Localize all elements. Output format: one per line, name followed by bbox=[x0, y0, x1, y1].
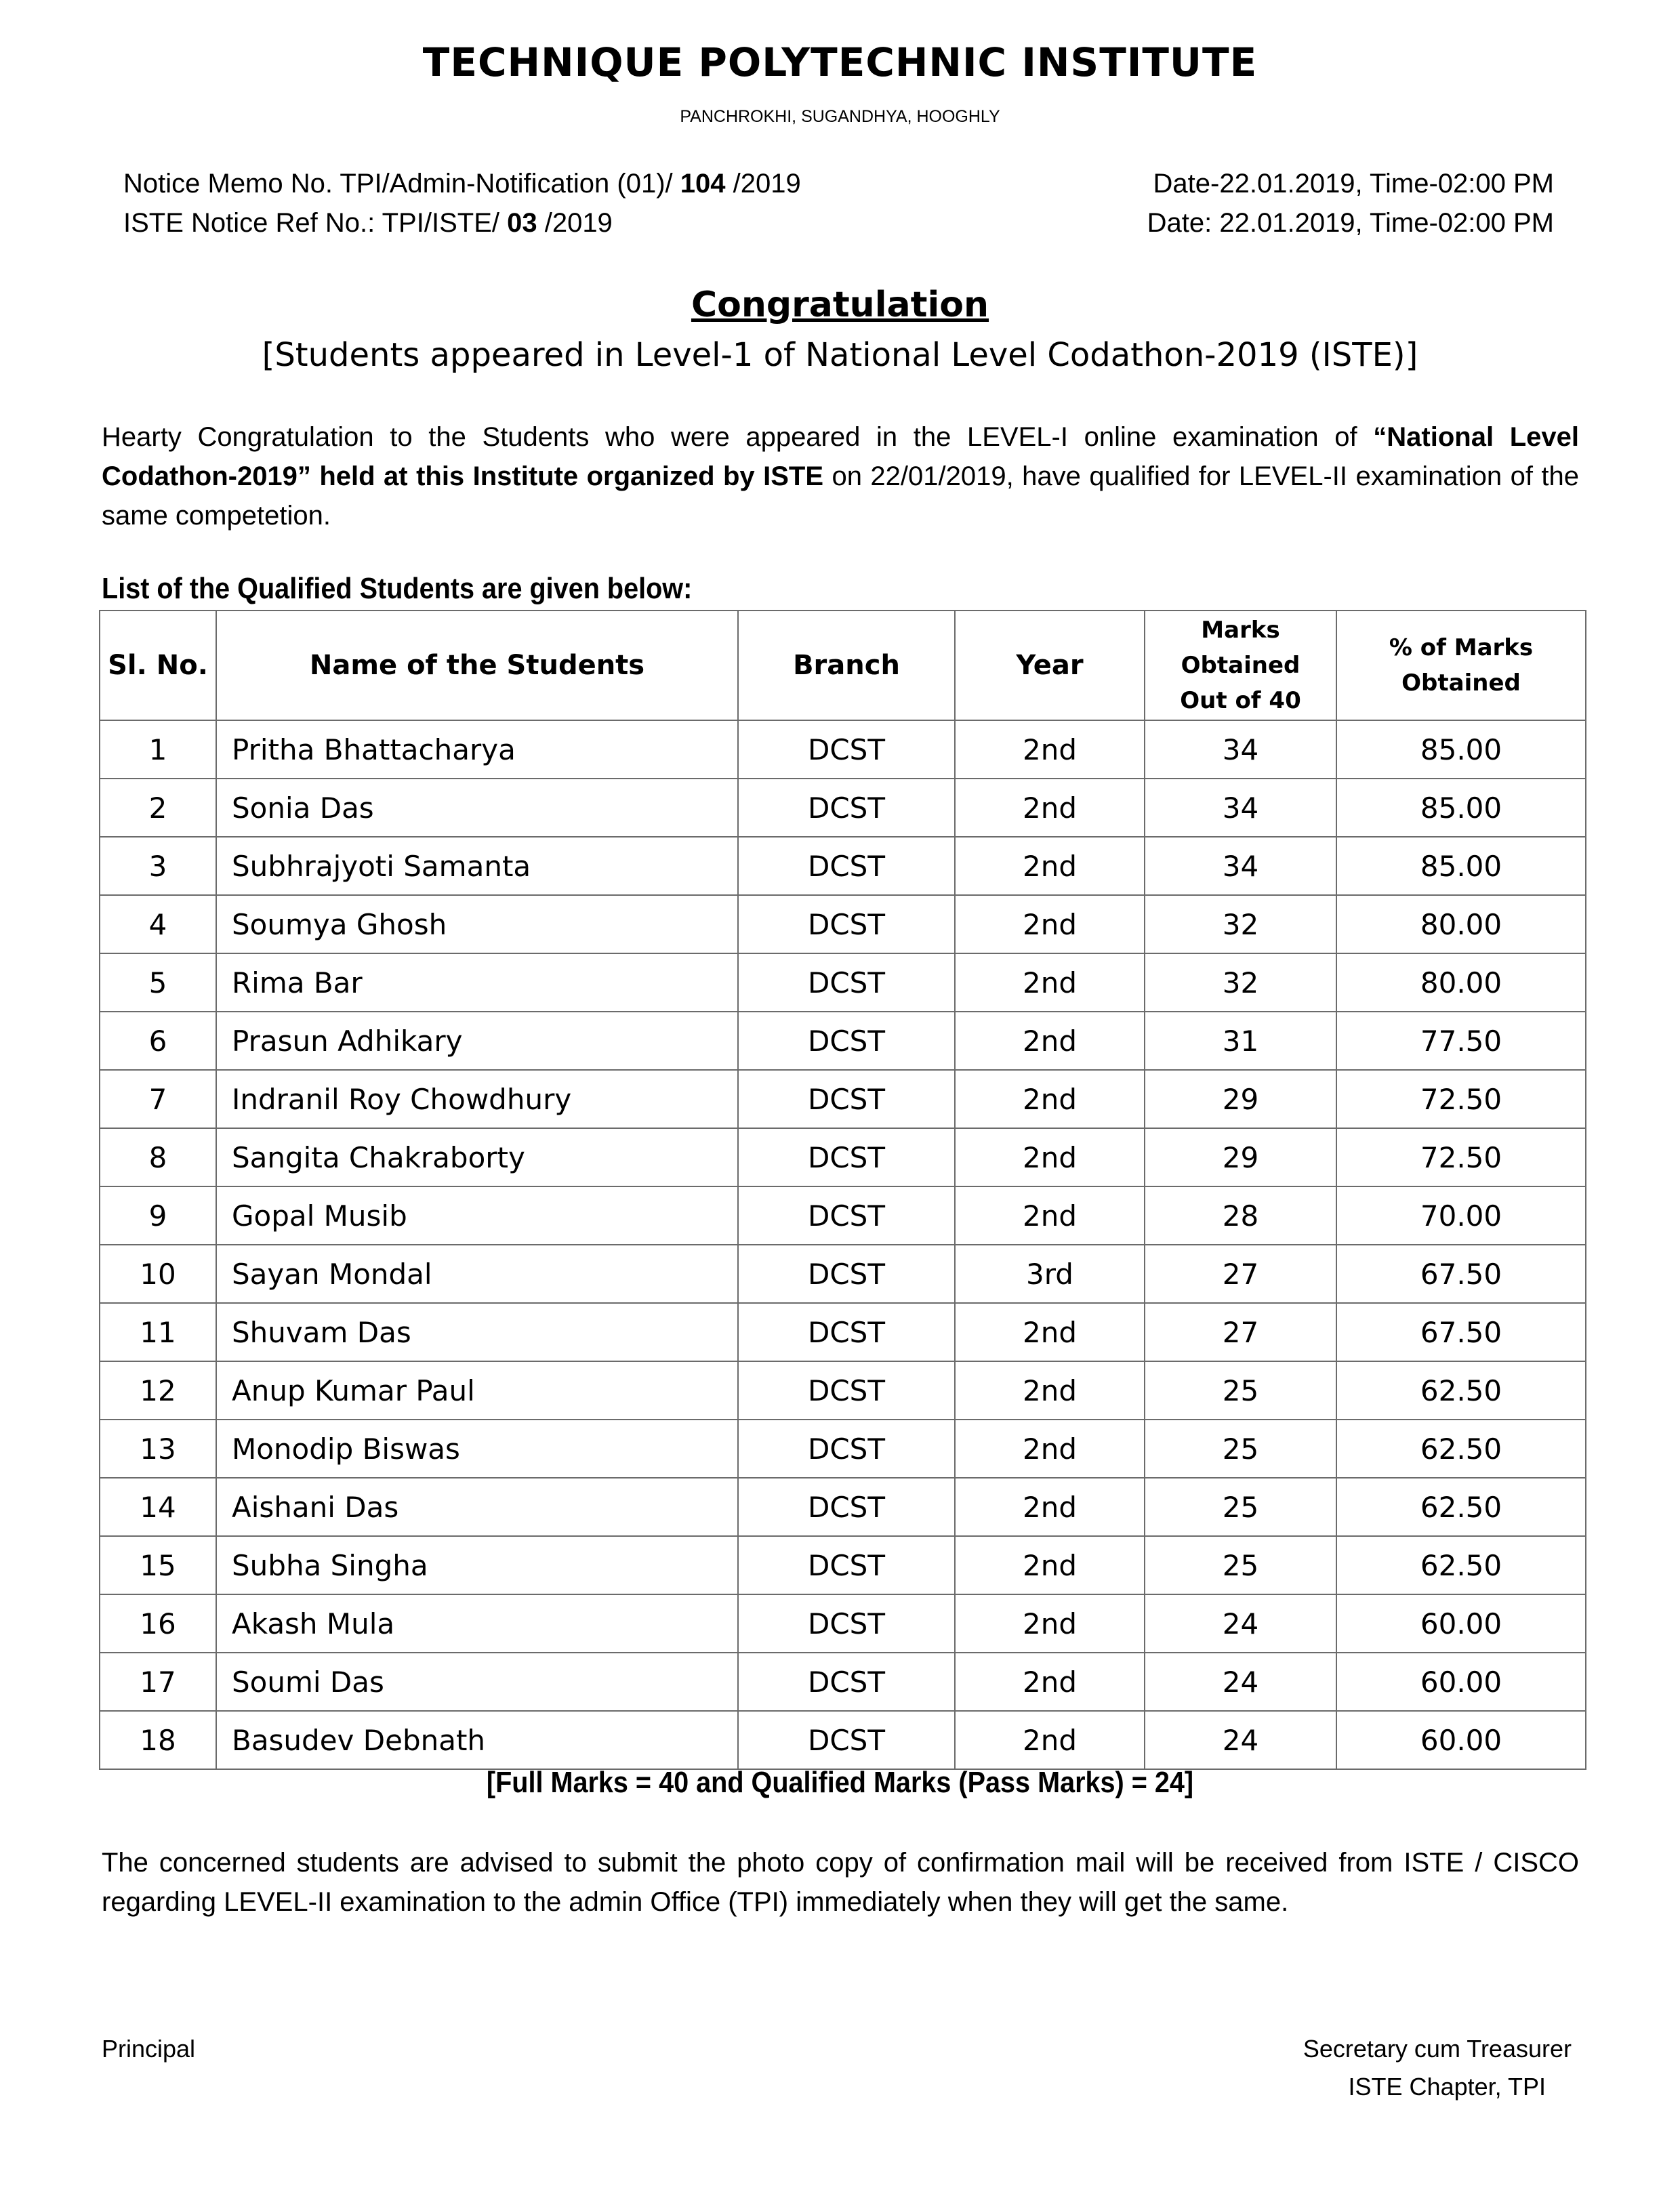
cell-sl: 4 bbox=[100, 895, 216, 953]
cell-year: 2nd bbox=[955, 1478, 1145, 1536]
header-sl-no: Sl. No. bbox=[100, 611, 216, 720]
cell-branch: DCST bbox=[738, 1303, 955, 1361]
cell-percent: 62.50 bbox=[1336, 1478, 1586, 1536]
cell-percent: 80.00 bbox=[1336, 895, 1586, 953]
cell-sl: 18 bbox=[100, 1711, 216, 1769]
cell-name: Prasun Adhikary bbox=[216, 1012, 738, 1070]
cell-year: 2nd bbox=[955, 837, 1145, 895]
cell-sl: 12 bbox=[100, 1361, 216, 1420]
cell-sl: 1 bbox=[100, 720, 216, 779]
iste-ref-line bbox=[123, 203, 801, 243]
header-percent-line2: Obtained bbox=[1401, 669, 1521, 697]
notice-date: Date-22.01.2019, Time-02:00 PM bbox=[1153, 169, 1554, 199]
secretary-title: Secretary cum Treasurer bbox=[1303, 2035, 1572, 2063]
cell-year: 2nd bbox=[955, 1070, 1145, 1128]
cell-name: Sangita Chakraborty bbox=[216, 1128, 738, 1186]
cell-sl: 14 bbox=[100, 1478, 216, 1536]
cell-marks: 24 bbox=[1145, 1711, 1336, 1769]
cell-marks: 34 bbox=[1145, 837, 1336, 895]
cell-percent: 80.00 bbox=[1336, 953, 1586, 1012]
cell-year: 2nd bbox=[955, 720, 1145, 779]
cell-year: 2nd bbox=[955, 1711, 1145, 1769]
table-row bbox=[100, 1420, 1586, 1478]
notice-memo-prefix: Notice Memo No. TPI/Admin-Notification (01)/ bbox=[123, 169, 680, 199]
intro-text-start: Hearty Congratulation to the Students who were appeared in the LEVEL-I online examination of bbox=[102, 422, 1374, 452]
cell-percent: 62.50 bbox=[1336, 1420, 1586, 1478]
table-row bbox=[100, 1711, 1586, 1769]
cell-branch: DCST bbox=[738, 720, 955, 779]
table-row bbox=[100, 779, 1586, 837]
cell-branch: DCST bbox=[738, 1420, 955, 1478]
cell-year: 2nd bbox=[955, 1594, 1145, 1653]
header-percent bbox=[1336, 611, 1586, 720]
cell-marks: 24 bbox=[1145, 1653, 1336, 1711]
institute-title: TECHNIQUE POLYTECHNIC INSTITUTE bbox=[422, 39, 1258, 85]
cell-name: Sonia Das bbox=[216, 779, 738, 837]
notice-memo-suffix: /2019 bbox=[725, 169, 801, 199]
table-row bbox=[100, 1186, 1586, 1245]
iste-ref-suffix: /2019 bbox=[537, 208, 613, 238]
cell-name: Monodip Biswas bbox=[216, 1420, 738, 1478]
cell-year: 2nd bbox=[955, 1128, 1145, 1186]
cell-name: Gopal Musib bbox=[216, 1186, 738, 1245]
marks-note: [Full Marks = 40 and Qualified Marks (Pass Marks) = 24] bbox=[486, 1766, 1194, 1799]
institute-address: PANCHROKHI, SUGANDHYA, HOOGHLY bbox=[680, 107, 1000, 126]
cell-name: Rima Bar bbox=[216, 953, 738, 1012]
cell-branch: DCST bbox=[738, 953, 955, 1012]
header-marks-line1: Marks bbox=[1201, 617, 1280, 644]
cell-name: Shuvam Das bbox=[216, 1303, 738, 1361]
table-header-row bbox=[100, 611, 1586, 720]
cell-branch: DCST bbox=[738, 1478, 955, 1536]
secretary-chapter: ISTE Chapter, TPI bbox=[1348, 2073, 1546, 2101]
cell-marks: 25 bbox=[1145, 1478, 1336, 1536]
cell-sl: 16 bbox=[100, 1594, 216, 1653]
list-title: List of the Qualified Students are given below: bbox=[102, 572, 693, 605]
cell-branch: DCST bbox=[738, 1128, 955, 1186]
memo-references bbox=[123, 164, 801, 243]
intro-text-end: on 22/01/2019, have qualified for LEVEL-II examination of the same competetion. bbox=[102, 461, 1579, 531]
header-marks-line2: Obtained bbox=[1181, 652, 1300, 679]
cell-branch: DCST bbox=[738, 779, 955, 837]
cell-percent: 60.00 bbox=[1336, 1594, 1586, 1653]
cell-percent: 85.00 bbox=[1336, 779, 1586, 837]
cell-name: Anup Kumar Paul bbox=[216, 1361, 738, 1420]
cell-branch: DCST bbox=[738, 1070, 955, 1128]
secretary-signature bbox=[1303, 2030, 1572, 2106]
cell-marks: 24 bbox=[1145, 1594, 1336, 1653]
cell-name: Akash Mula bbox=[216, 1594, 738, 1653]
iste-ref-number: 03 bbox=[507, 208, 537, 238]
cell-branch: DCST bbox=[738, 1186, 955, 1245]
header-name: Name of the Students bbox=[216, 611, 738, 720]
intro-text-bold: “National Level Codathon-2019” held at this Institute organized by ISTE bbox=[102, 422, 1579, 491]
cell-marks: 27 bbox=[1145, 1245, 1336, 1303]
cell-sl: 5 bbox=[100, 953, 216, 1012]
cell-marks: 28 bbox=[1145, 1186, 1336, 1245]
table-row bbox=[100, 1245, 1586, 1303]
table-row bbox=[100, 720, 1586, 779]
cell-marks: 31 bbox=[1145, 1012, 1336, 1070]
cell-branch: DCST bbox=[738, 1711, 955, 1769]
cell-percent: 77.50 bbox=[1336, 1012, 1586, 1070]
cell-year: 2nd bbox=[955, 1012, 1145, 1070]
principal-signature: Principal bbox=[102, 2035, 196, 2063]
cell-year: 2nd bbox=[955, 1303, 1145, 1361]
page-subheading: [Students appeared in Level-1 of National Level Codathon-2019 (ISTE)] bbox=[262, 336, 1418, 374]
cell-sl: 15 bbox=[100, 1536, 216, 1594]
cell-name: Sayan Mondal bbox=[216, 1245, 738, 1303]
cell-branch: DCST bbox=[738, 1653, 955, 1711]
header-marks bbox=[1145, 611, 1336, 720]
cell-branch: DCST bbox=[738, 1536, 955, 1594]
cell-percent: 70.00 bbox=[1336, 1186, 1586, 1245]
header-year: Year bbox=[955, 611, 1145, 720]
table-row bbox=[100, 1653, 1586, 1711]
cell-marks: 27 bbox=[1145, 1303, 1336, 1361]
header-percent-line1: % of Marks bbox=[1389, 634, 1534, 661]
cell-marks: 29 bbox=[1145, 1128, 1336, 1186]
cell-percent: 60.00 bbox=[1336, 1653, 1586, 1711]
cell-sl: 17 bbox=[100, 1653, 216, 1711]
cell-marks: 32 bbox=[1145, 895, 1336, 953]
cell-percent: 85.00 bbox=[1336, 720, 1586, 779]
cell-name: Pritha Bhattacharya bbox=[216, 720, 738, 779]
cell-name: Soumi Das bbox=[216, 1653, 738, 1711]
cell-percent: 67.50 bbox=[1336, 1303, 1586, 1361]
cell-name: Aishani Das bbox=[216, 1478, 738, 1536]
iste-date: Date: 22.01.2019, Time-02:00 PM bbox=[1147, 208, 1554, 238]
cell-marks: 25 bbox=[1145, 1361, 1336, 1420]
table-row bbox=[100, 895, 1586, 953]
intro-paragraph bbox=[102, 417, 1579, 535]
cell-name: Subhrajyoti Samanta bbox=[216, 837, 738, 895]
cell-name: Indranil Roy Chowdhury bbox=[216, 1070, 738, 1128]
table-row bbox=[100, 953, 1586, 1012]
cell-sl: 3 bbox=[100, 837, 216, 895]
table-body bbox=[100, 720, 1586, 1769]
table-row bbox=[100, 1536, 1586, 1594]
header-branch: Branch bbox=[738, 611, 955, 720]
header-marks-line3: Out of 40 bbox=[1180, 687, 1301, 714]
cell-sl: 2 bbox=[100, 779, 216, 837]
cell-percent: 62.50 bbox=[1336, 1361, 1586, 1420]
cell-year: 2nd bbox=[955, 1420, 1145, 1478]
cell-percent: 72.50 bbox=[1336, 1070, 1586, 1128]
iste-ref-prefix: ISTE Notice Ref No.: TPI/ISTE/ bbox=[123, 208, 508, 238]
cell-percent: 62.50 bbox=[1336, 1536, 1586, 1594]
cell-name: Basudev Debnath bbox=[216, 1711, 738, 1769]
cell-marks: 34 bbox=[1145, 779, 1336, 837]
cell-percent: 72.50 bbox=[1336, 1128, 1586, 1186]
table-row bbox=[100, 1361, 1586, 1420]
cell-year: 2nd bbox=[955, 953, 1145, 1012]
cell-marks: 25 bbox=[1145, 1536, 1336, 1594]
cell-sl: 9 bbox=[100, 1186, 216, 1245]
notice-memo-line bbox=[123, 164, 801, 203]
cell-sl: 7 bbox=[100, 1070, 216, 1128]
cell-branch: DCST bbox=[738, 1012, 955, 1070]
cell-name: Subha Singha bbox=[216, 1536, 738, 1594]
cell-percent: 67.50 bbox=[1336, 1245, 1586, 1303]
cell-year: 2nd bbox=[955, 1536, 1145, 1594]
table-row bbox=[100, 1012, 1586, 1070]
cell-branch: DCST bbox=[738, 837, 955, 895]
cell-sl: 11 bbox=[100, 1303, 216, 1361]
cell-year: 2nd bbox=[955, 1186, 1145, 1245]
cell-marks: 25 bbox=[1145, 1420, 1336, 1478]
page-heading: Congratulation bbox=[691, 285, 989, 325]
table-row bbox=[100, 1303, 1586, 1361]
cell-branch: DCST bbox=[738, 895, 955, 953]
cell-percent: 60.00 bbox=[1336, 1711, 1586, 1769]
table-row bbox=[100, 1594, 1586, 1653]
cell-year: 2nd bbox=[955, 779, 1145, 837]
cell-branch: DCST bbox=[738, 1594, 955, 1653]
cell-sl: 6 bbox=[100, 1012, 216, 1070]
cell-marks: 32 bbox=[1145, 953, 1336, 1012]
notice-memo-number: 104 bbox=[680, 169, 726, 199]
cell-branch: DCST bbox=[738, 1361, 955, 1420]
cell-branch: DCST bbox=[738, 1245, 955, 1303]
cell-year: 2nd bbox=[955, 1653, 1145, 1711]
memo-dates bbox=[1147, 164, 1554, 243]
cell-name: Soumya Ghosh bbox=[216, 895, 738, 953]
table-row bbox=[100, 837, 1586, 895]
cell-year: 2nd bbox=[955, 1361, 1145, 1420]
qualified-students-table bbox=[99, 610, 1586, 1770]
cell-marks: 34 bbox=[1145, 720, 1336, 779]
table-row bbox=[100, 1128, 1586, 1186]
table-row bbox=[100, 1478, 1586, 1536]
cell-sl: 8 bbox=[100, 1128, 216, 1186]
cell-year: 3rd bbox=[955, 1245, 1145, 1303]
table-row bbox=[100, 1070, 1586, 1128]
advice-paragraph: The concerned students are advised to submit the photo copy of confirmation mail will be received from ISTE / CISCO regarding LEVEL-II examination to the admin Office (TPI) immediately when they will get the same. bbox=[102, 1848, 1579, 1917]
cell-sl: 13 bbox=[100, 1420, 216, 1478]
cell-sl: 10 bbox=[100, 1245, 216, 1303]
cell-year: 2nd bbox=[955, 895, 1145, 953]
cell-percent: 85.00 bbox=[1336, 837, 1586, 895]
cell-marks: 29 bbox=[1145, 1070, 1336, 1128]
